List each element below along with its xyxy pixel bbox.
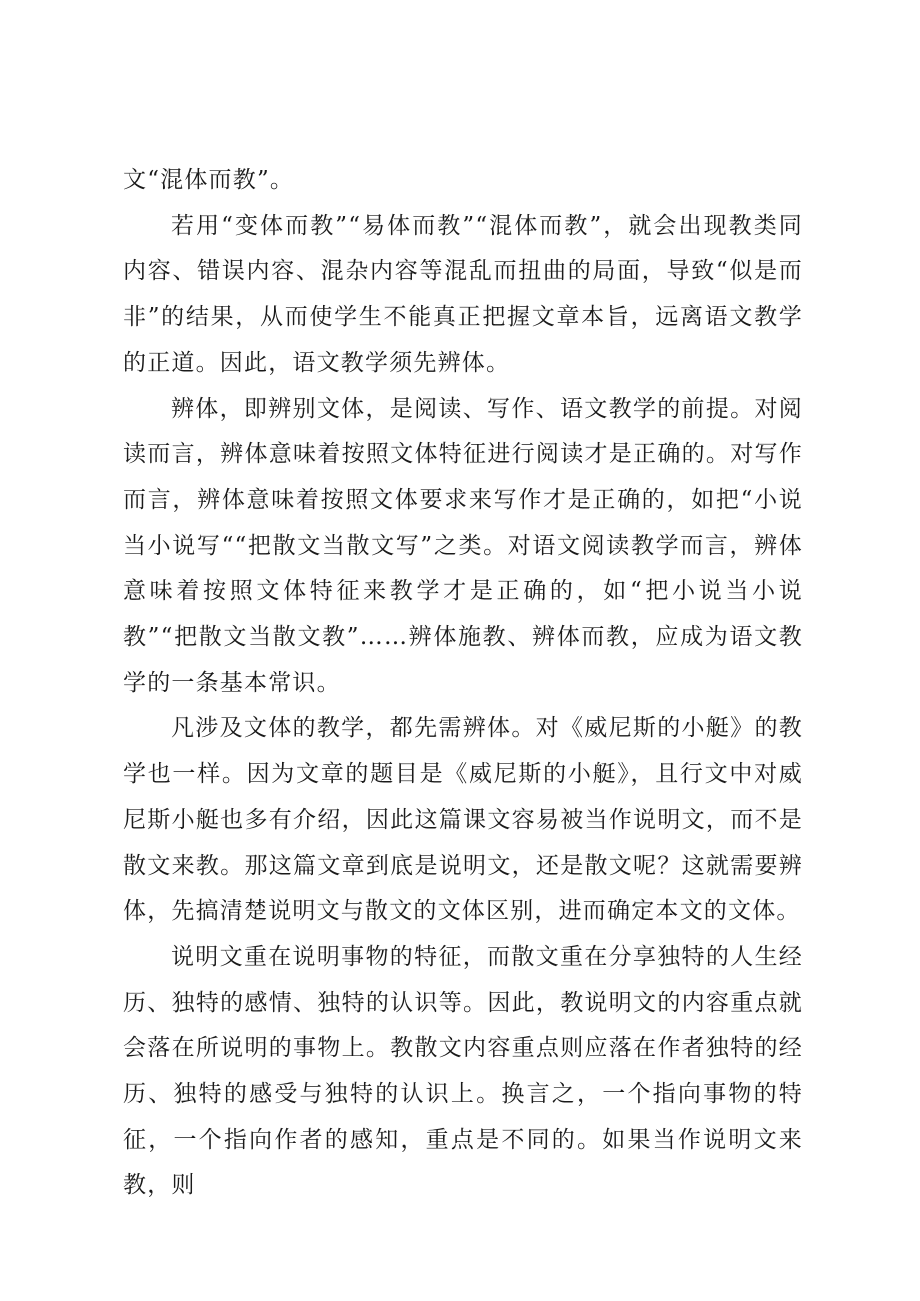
paragraph: 辨体，即辨别文体，是阅读、写作、语文教学的前提。对阅读而言，辨体意味着按照文体特征进行阅读才是正确的。对写作而言，辨体意味着按照文体要求来写作才是正确的，如把“小说当小说写““把散文当散文写”之类。对语文阅读教学而言，辨体意味着按照文体特征来教学才是正确的，如“把小说当小说教”“把散文当散文教”……辨体施教、辨体而教，应成为语文教学的一条基本常识。: [123, 395, 803, 696]
paragraph: 说明文重在说明事物的特征，而散文重在分享独特的人生经历、独特的感情、独特的认识等。因此，教说明文的内容重点就会落在所说明的事物上。教散文内容重点则应落在作者独特的经历、独特的感受与独特的认识上。换言之，一个指向事物的特征，一个指向作者的感知，重点是不同的。如果当作说明文来教，则: [123, 943, 803, 1199]
body-text: [123, 158, 803, 1209]
paragraph-continuation: 文“混体而教”。: [123, 167, 295, 193]
paragraph: 若用“变体而教”“易体而教”“混体而教”，就会出现教类同内容、错误内容、混杂内容等混乱而扭曲的局面，导致“似是而非”的结果，从而使学生不能真正把握文章本旨，远离语文教学的正道。因此，语文教学须先辨体。: [123, 212, 803, 376]
paragraph: 凡涉及文体的教学，都先需辨体。对《威尼斯的小艇》的教学也一样。因为文章的题目是《威尼斯的小艇》，且行文中对威尼斯小艇也多有介绍，因此这篇课文容易被当作说明文，而不是散文来教。那这篇文章到底是说明文，还是散文呢？这就需要辨体，先搞清楚说明文与散文的文体区别，进而确定本文的文体。: [123, 715, 803, 925]
